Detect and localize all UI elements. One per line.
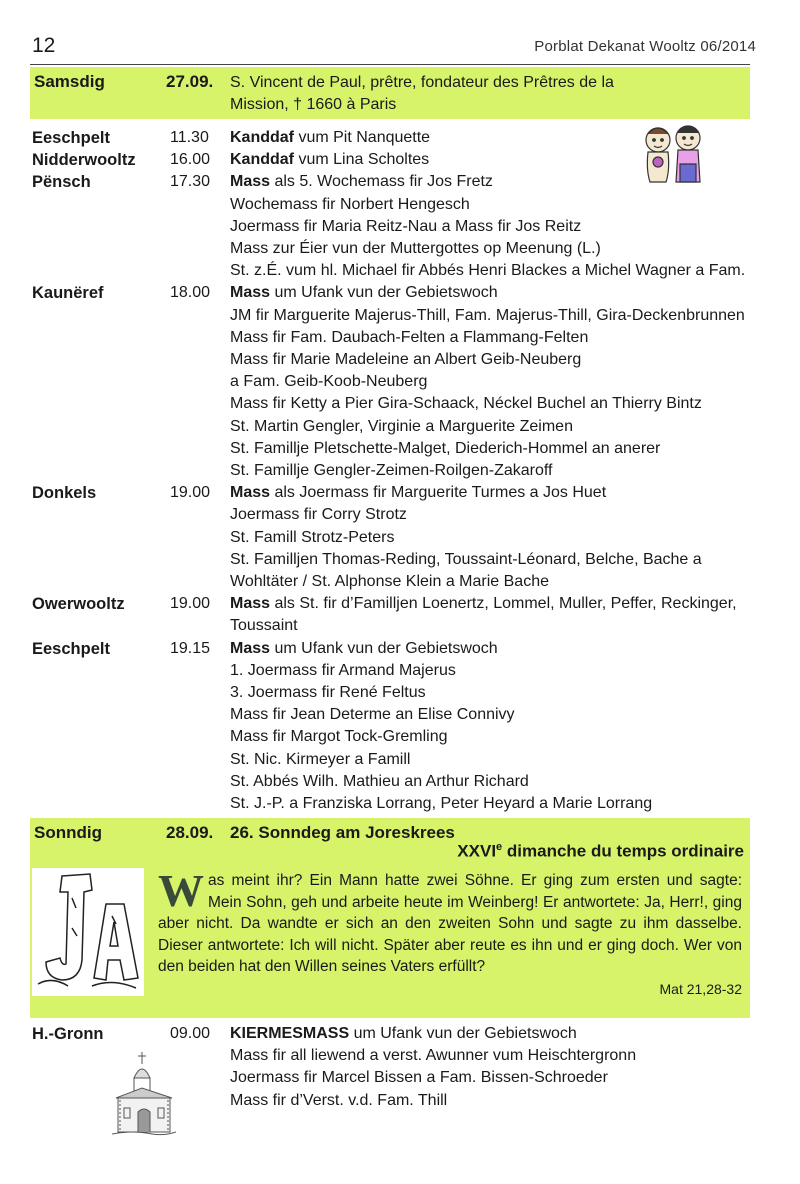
service-type: Mass	[230, 284, 271, 302]
intention-text	[230, 260, 745, 282]
intention-detail: Mass fir Jean Determe an Elise Connivy	[230, 706, 515, 724]
schedule-row	[32, 704, 748, 726]
intention-detail: Mass fir all liewend a verst. Awunner vum Heischtergronn	[230, 1047, 637, 1065]
schedule-row	[32, 238, 748, 260]
intention-text	[230, 571, 549, 593]
intention-text	[230, 749, 410, 771]
roman-numeral: XXVI	[457, 841, 497, 861]
ja-illustration-box	[32, 868, 144, 996]
intention-text	[230, 638, 498, 660]
intention-detail: um Ufank vun der Gebietswoch	[270, 639, 498, 657]
intention-detail: JM fir Marguerite Majerus-Thill, Fam. Majerus-Thill, Gira-Deckenbrunnen	[230, 306, 745, 324]
schedule-row	[32, 460, 748, 482]
service-time: 19.00	[170, 484, 211, 502]
schedule-row	[32, 349, 748, 371]
service-type: Kanddaf	[230, 129, 294, 146]
title-rest: dimanche du temps ordinaire	[502, 841, 744, 861]
schedule-row	[32, 638, 748, 660]
intention-text	[230, 482, 606, 504]
schedule-row	[32, 571, 748, 593]
intention-text	[230, 527, 394, 549]
place-name: H.-Gronn	[32, 1025, 104, 1043]
schedule-row	[32, 327, 748, 349]
day-label: Samsdig	[34, 72, 105, 91]
intention-detail: als St. fir d’Familljen Loenertz, Lommel, Muller, Peffer, Reckinger,	[270, 595, 737, 613]
place-name: Owerwooltz	[32, 595, 125, 614]
quote-text: as meint ihr? Ein Mann hatte zwei Söhne. Er ging zum ersten und sagte: Mein Sohn, geh und arbeite heute im Weinberg! Er antwortete: Ja, Herr!, ging aber nicht. Da wandte er sich an den zweiten Sohn und sagte zu ihm dasselbe. Dieser antwortete: Ich will nicht. Später aber reute es ihn und er ging doch. Wer von den beiden hat den Willen seines Vaters erfüllt?	[158, 872, 742, 975]
schedule-row	[32, 682, 748, 704]
intention-detail: St. Famillje Pletschette-Malget, Diederich-Hommel an anerer	[230, 439, 661, 457]
intention-text	[230, 438, 660, 460]
date-label: 27.09.	[166, 72, 214, 91]
saturday-band	[30, 67, 750, 119]
intention-detail: St. J.-P. a Franziska Lorrang, Peter Heyard a Marie Lorrang	[230, 795, 653, 812]
schedule-row	[32, 171, 748, 193]
intention-text	[230, 593, 737, 615]
place-name: Pënsch	[32, 173, 91, 192]
schedule-row	[32, 194, 748, 216]
date-label: 28.09.	[166, 823, 214, 842]
intention-detail: Mass fir Fam. Daubach-Felten a Flammang-Felten	[230, 328, 589, 346]
intention-detail: Joermass fir Marcel Bissen a Fam. Bissen-Schroeder	[230, 1069, 608, 1087]
schedule-row	[32, 371, 748, 393]
place-name: Donkels	[32, 484, 97, 503]
schedule-row	[32, 282, 748, 304]
schedule-row	[32, 149, 748, 171]
intention-detail: Joermass fir Corry Strotz	[230, 506, 407, 524]
schedule-row	[32, 1023, 748, 1045]
intention-text	[230, 1045, 636, 1067]
place-name: Kaunëref	[32, 284, 104, 303]
intention-detail: Toussaint	[230, 617, 298, 635]
service-type: Mass	[230, 639, 271, 657]
intention-text	[230, 194, 470, 216]
intention-text	[230, 504, 407, 526]
intention-detail: Mass fir Margot Tock-Gremling	[230, 728, 448, 746]
intention-detail: St. Martin Gengler, Virginie a Marguerite Zeimen	[230, 417, 573, 435]
intention-text	[230, 704, 515, 726]
service-time: 17.30	[170, 173, 211, 191]
intention-detail: a Fam. Geib-Koob-Neuberg	[230, 373, 428, 391]
schedule-row	[32, 771, 748, 793]
service-time: 19.15	[170, 639, 211, 657]
schedule-row	[32, 660, 748, 682]
service-type: Mass	[230, 484, 271, 502]
intention-detail: vum Lina Scholtes	[294, 151, 430, 169]
intention-detail: St. Familljen Thomas-Reding, Toussaint-Léonard, Belche, Bache a	[230, 550, 702, 568]
intention-detail: als 5. Wochemass fir Jos Fretz	[270, 173, 493, 191]
schedule-row	[32, 260, 748, 282]
intention-text	[230, 282, 498, 304]
intention-detail: 1. Joermass fir Armand Majerus	[230, 661, 456, 679]
schedule-row	[32, 393, 748, 415]
schedule-row	[32, 549, 748, 571]
intention-text	[230, 371, 427, 393]
schedule-row	[32, 438, 748, 460]
gospel-quote	[158, 865, 742, 978]
place-name: Eeschpelt	[32, 639, 110, 658]
schedule-row	[32, 416, 748, 438]
intention-detail: St. Famill Strotz-Peters	[230, 528, 395, 546]
desc-line: Mission, † 1660 à Paris	[230, 96, 397, 113]
intention-text	[230, 149, 429, 171]
intention-detail: St. Famillje Gengler-Zeimen-Roilgen-Zakaroff	[230, 462, 553, 479]
intention-detail: Mass fir Marie Madeleine an Albert Geib-Neuberg	[230, 351, 582, 368]
intention-text	[230, 771, 529, 793]
schedule-row	[32, 216, 748, 238]
liturgy-title-lb: 26. Sonndeg am Joreskrees	[230, 823, 455, 842]
intention-text	[230, 171, 493, 193]
desc-line: S. Vincent de Paul, prêtre, fondateur des Prêtres de la	[230, 74, 614, 91]
intention-detail: 3. Joermass fir René Feltus	[230, 684, 426, 701]
intention-text	[230, 726, 448, 748]
service-type: Kanddaf	[230, 151, 294, 169]
service-time: 11.30	[170, 129, 209, 146]
day-label: Sonndig	[34, 823, 102, 842]
intention-detail: St. Abbés Wilh. Mathieu an Arthur Richard	[230, 772, 529, 790]
intention-detail: Wochemass fir Norbert Hengesch	[230, 195, 470, 213]
intention-text	[230, 305, 745, 327]
service-time: 09.00	[170, 1025, 211, 1042]
intention-text	[230, 1067, 608, 1089]
intention-text	[230, 660, 456, 682]
intention-detail: St. z.É. vum hl. Michael fir Abbés Henri Blackes a Michel Wagner a Fam.	[230, 262, 746, 280]
publication-title: Porblat Dekanat Wooltz 06/2014	[534, 38, 756, 55]
schedule-row	[32, 793, 748, 815]
place-name: Eeschpelt	[32, 129, 110, 147]
intention-text	[230, 127, 430, 149]
service-type: KIERMESMASS	[230, 1025, 350, 1042]
saint-description	[230, 72, 742, 116]
intention-detail: als Joermass fir Marguerite Turmes a Jos Huet	[270, 484, 607, 502]
schedule-row	[32, 482, 748, 504]
intention-text	[230, 327, 588, 349]
intention-detail: Joermass fir Maria Reitz-Nau a Mass fir Jos Reitz	[230, 217, 582, 235]
header-rule	[30, 64, 750, 65]
page-number: 12	[32, 34, 56, 57]
intention-text	[230, 615, 298, 637]
chapel-illustration	[112, 1048, 176, 1138]
intention-detail: um Ufank vun der Gebietswoch	[349, 1025, 577, 1042]
intention-text	[230, 393, 702, 415]
intention-text	[230, 460, 552, 482]
intention-detail: Mass zur Éier vun der Muttergottes op Meenung (L.)	[230, 240, 601, 257]
intention-text	[230, 793, 652, 815]
scripture-reference: Mat 21,28-32	[659, 981, 742, 997]
schedule-row	[32, 615, 748, 637]
intention-detail: um Ufank vun der Gebietswoch	[270, 284, 498, 302]
service-type: Mass	[230, 595, 271, 613]
intention-detail: Wohltäter / St. Alphonse Klein a Marie Bache	[230, 573, 549, 590]
intention-text	[230, 349, 581, 371]
schedule-row	[32, 726, 748, 748]
intention-text	[230, 216, 581, 238]
intention-text	[230, 549, 702, 571]
schedule-row	[32, 749, 748, 771]
place-name: Nidderwooltz	[32, 151, 136, 170]
intention-text	[230, 1023, 577, 1045]
intention-text	[230, 1090, 447, 1112]
schedule-row	[32, 127, 748, 149]
intention-detail: vum Pit Nanquette	[294, 129, 431, 146]
intention-detail: Mass fir d’Verst. v.d. Fam. Thill	[230, 1091, 448, 1109]
service-type: Mass	[230, 173, 271, 191]
schedule-row	[32, 504, 748, 526]
ja-letters-illustration	[32, 868, 144, 996]
liturgy-title-fr	[457, 841, 744, 862]
service-time: 18.00	[170, 284, 211, 302]
intention-text	[230, 682, 426, 704]
service-time: 19.00	[170, 595, 211, 613]
service-time: 16.00	[170, 151, 211, 169]
ordinal-suffix: e	[496, 841, 503, 853]
schedule-row	[32, 527, 748, 549]
drop-cap: W	[158, 865, 204, 916]
sunday-band	[30, 818, 750, 1018]
schedule-row	[32, 305, 748, 327]
intention-detail: St. Nic. Kirmeyer a Famill	[230, 750, 411, 768]
intention-text	[230, 416, 573, 438]
intention-text	[230, 238, 601, 260]
schedule-row	[32, 593, 748, 615]
intention-detail: Mass fir Ketty a Pier Gira-Schaack, Néckel Buchel an Thierry Bintz	[230, 395, 702, 413]
